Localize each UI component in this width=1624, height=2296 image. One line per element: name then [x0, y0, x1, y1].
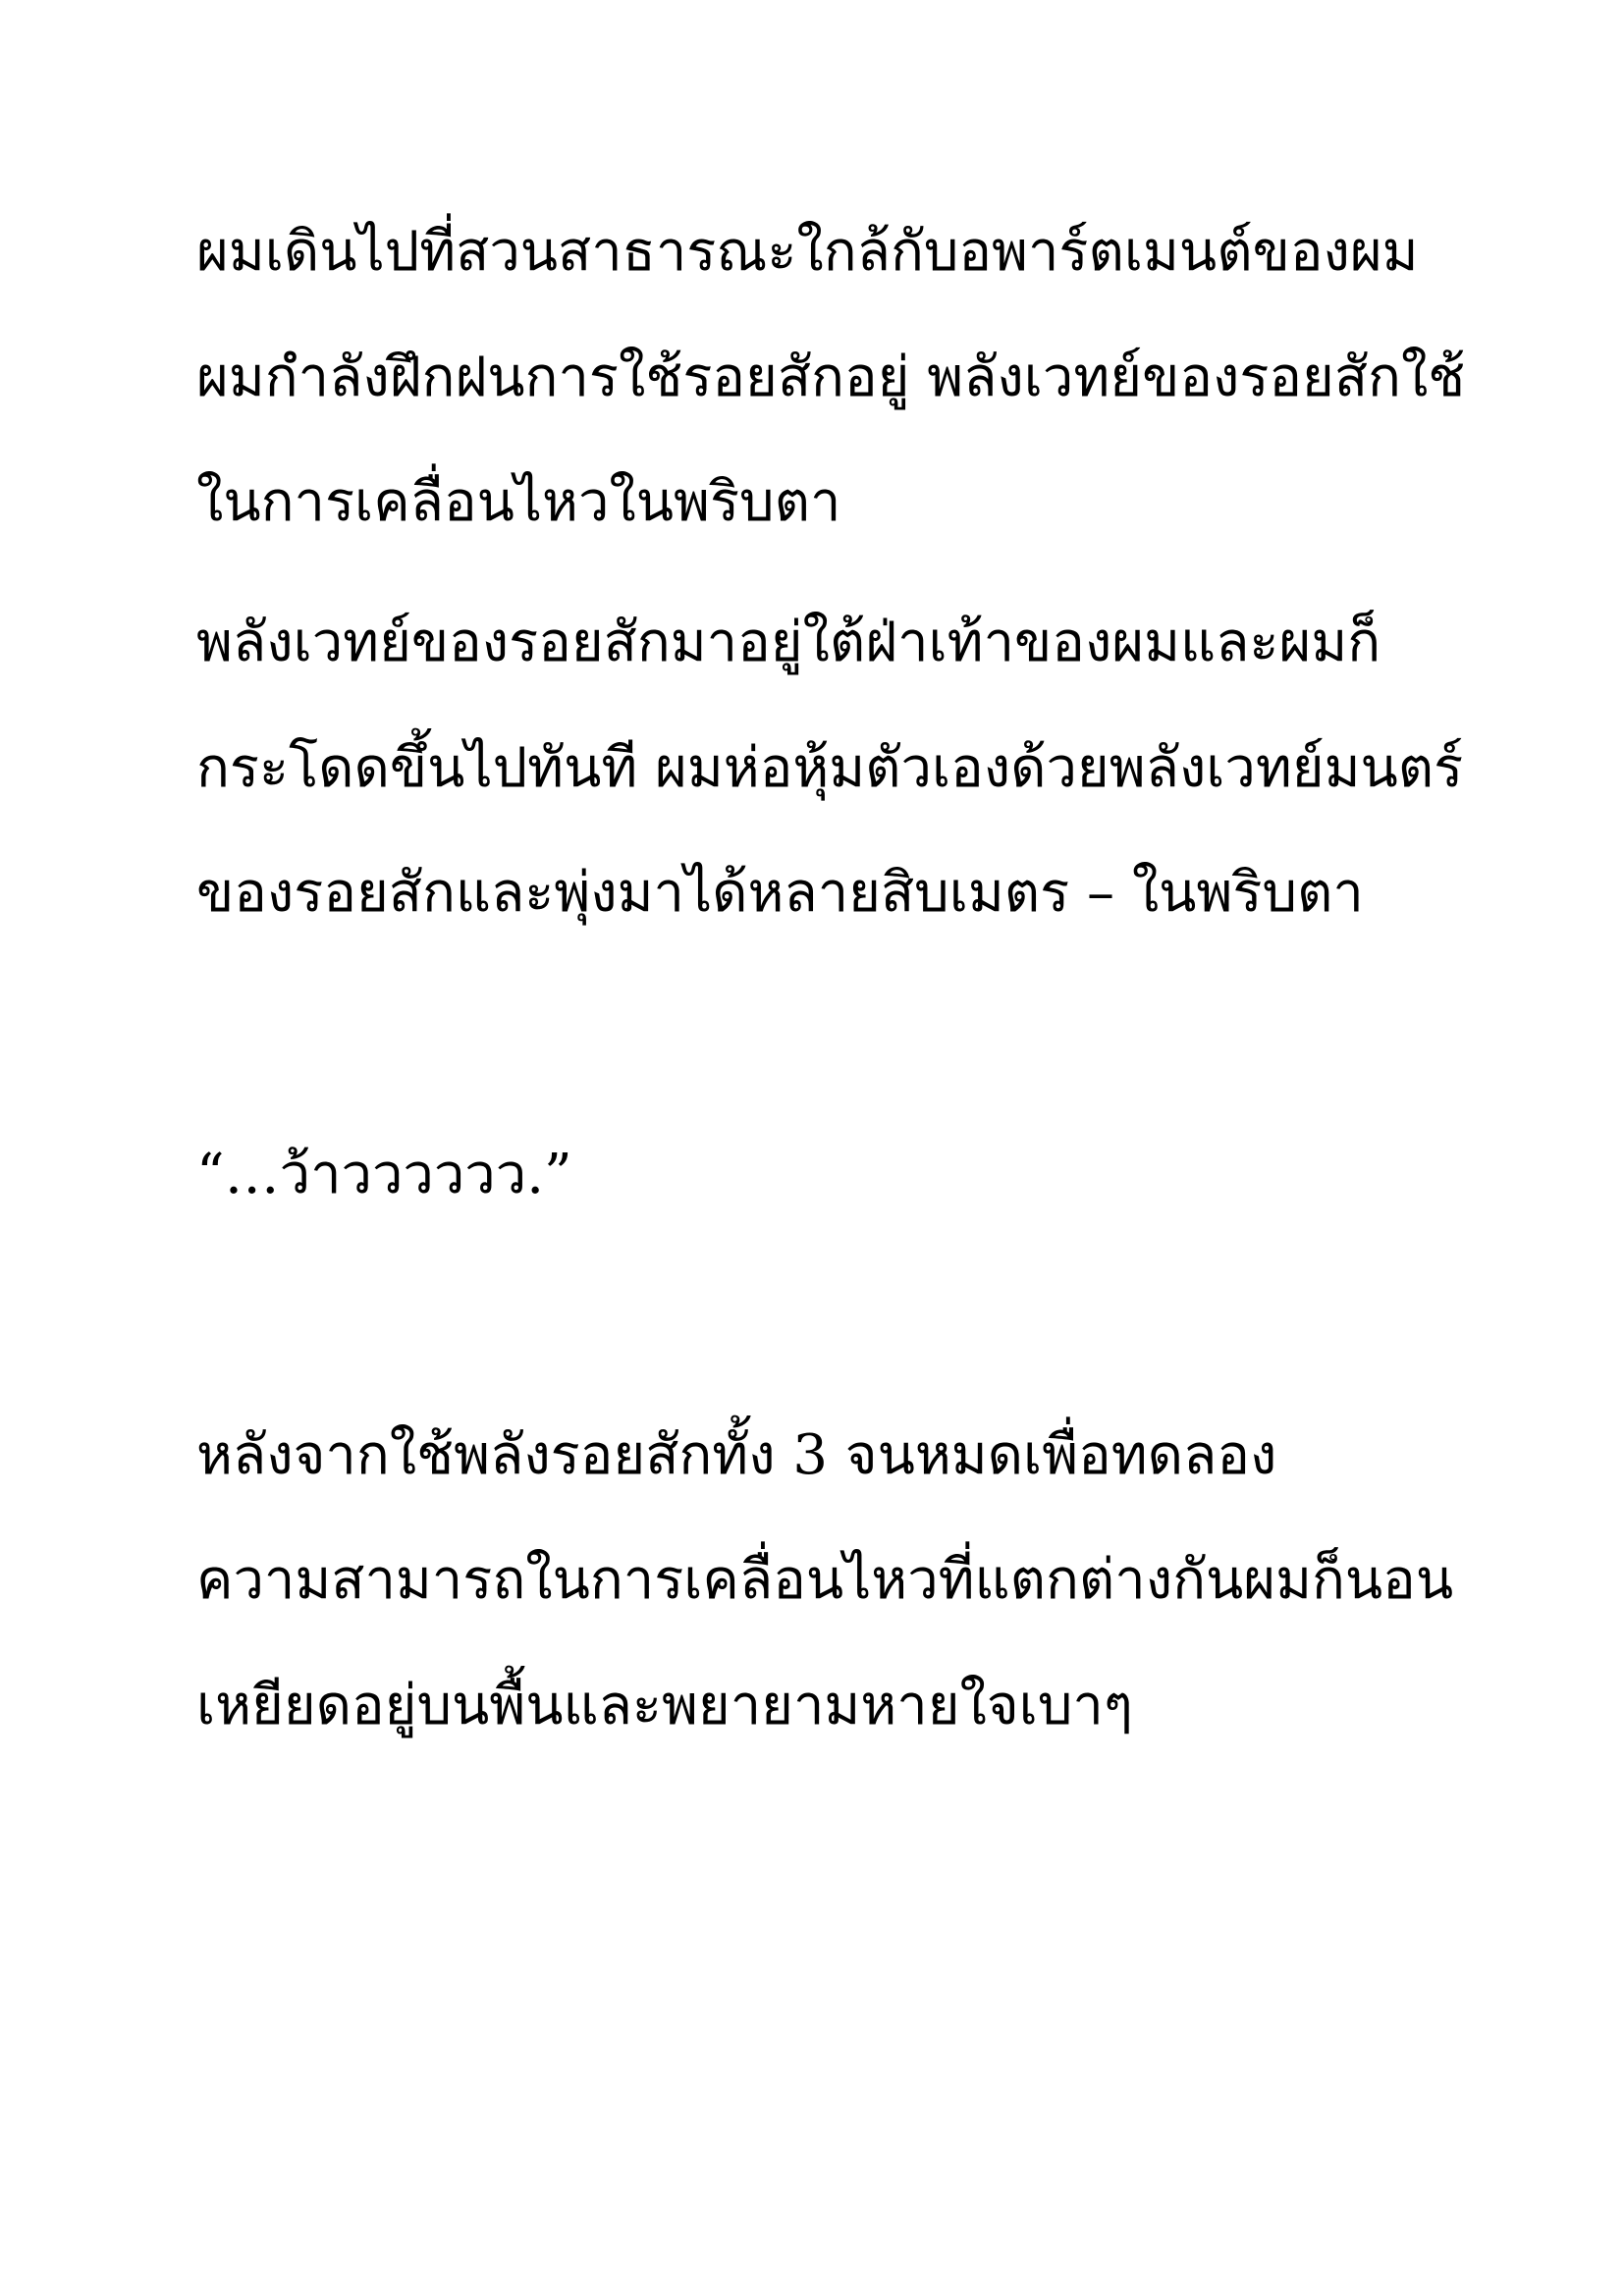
text-line: เหยียดอยู่บนพื้นและพยายามหายใจเบาๆ	[196, 1674, 1133, 1737]
text-line: ผมเดินไปที่สวนสาธารณะใกล้กับอพาร์ตเมนต์ของผม	[196, 220, 1419, 284]
dialogue-line: “…ว้าวววววว.”	[196, 1143, 572, 1206]
text-line: หลังจากใช้พลังรอยสักทั้ง 3 จนหมดเพื่อทดลอง	[196, 1423, 1277, 1487]
text-line: ของรอยสักและพุ่งมาได้หลายสิบเมตร – ในพริบตา	[196, 861, 1364, 925]
text-line: ผมกำลังฝึกฝนการใช้รอยสักอยู่ พลังเวทย์ของรอยสักใช้	[196, 346, 1466, 409]
text-line: ในการเคลื่อนไหวในพริบตา	[196, 470, 841, 534]
text-line: กระโดดขึ้นไปทันที ผมห่อหุ้มตัวเองด้วยพลังเวทย์มนตร์	[196, 736, 1464, 800]
text-line: ความสามารถในการเคลื่อนไหวที่แตกต่างกันผมก็นอน	[196, 1548, 1454, 1612]
text-line: พลังเวทย์ของรอยสักมาอยู่ใต้ฝ่าเท้าของผมและผมก็	[196, 611, 1381, 674]
